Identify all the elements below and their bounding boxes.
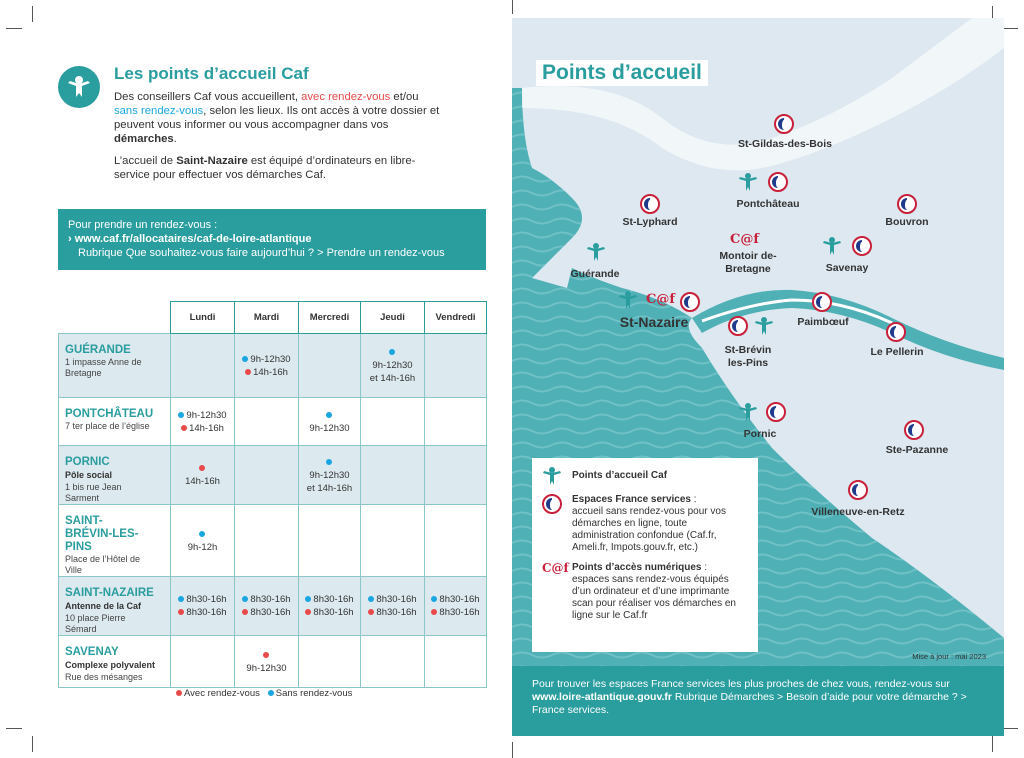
schedule-cell bbox=[299, 505, 361, 577]
schedule-entry bbox=[199, 462, 207, 475]
red-dot bbox=[263, 652, 269, 658]
schedule-cell bbox=[171, 636, 235, 688]
table-row bbox=[59, 505, 487, 577]
schedule-time: 8h30-16h bbox=[439, 594, 480, 605]
table-row bbox=[59, 334, 487, 398]
place-villeneuve: Villeneuve-en-Retz bbox=[811, 506, 905, 518]
schedule-cell bbox=[299, 636, 361, 688]
schedule-cell bbox=[171, 577, 235, 636]
map-page bbox=[512, 18, 1004, 736]
france-services-icon bbox=[904, 420, 924, 440]
location-name: SAINT-NAZAIRE bbox=[65, 587, 154, 599]
caf-person-icon bbox=[738, 172, 758, 192]
schedule-entry bbox=[199, 528, 207, 541]
location-address: Place de l’Hôtel de Ville bbox=[65, 554, 141, 575]
schedule-cell bbox=[425, 398, 487, 446]
red-dot bbox=[176, 690, 182, 696]
france-services-icon bbox=[812, 292, 832, 312]
schedule-entry bbox=[185, 475, 220, 488]
schedule-entry bbox=[431, 593, 479, 606]
crop-mark bbox=[1002, 28, 1018, 29]
location-sub: Complexe polyvalent bbox=[65, 660, 156, 670]
red-dot bbox=[181, 425, 187, 431]
france-services-icon bbox=[766, 402, 786, 422]
schedule-cell bbox=[361, 505, 425, 577]
schedule-time: 8h30-16h bbox=[439, 607, 480, 618]
place-paimboeuf: Paimbœuf bbox=[797, 316, 849, 328]
schedule-time: et 14h-16h bbox=[369, 373, 416, 384]
blue-dot bbox=[326, 412, 332, 418]
legend-red-label: Avec rendez-vous bbox=[184, 688, 260, 699]
place-st-lyphard: St-Lyphard bbox=[622, 216, 678, 228]
location-address: 1 impasse Anne de Bretagne bbox=[65, 357, 142, 378]
schedule-time: 8h30-16h bbox=[250, 607, 291, 618]
location-address: Rue des mésanges bbox=[65, 672, 143, 682]
schedule-cell bbox=[361, 446, 425, 505]
caf-person-icon bbox=[58, 66, 100, 108]
red-dot bbox=[242, 609, 248, 615]
schedule-entry bbox=[326, 409, 334, 422]
legend-fs-title: Espaces France services bbox=[572, 494, 691, 505]
schedule-entry bbox=[370, 372, 415, 385]
caf-person-icon bbox=[542, 466, 562, 486]
legend-blue-label: Sans rendez-vous bbox=[275, 688, 353, 699]
schedule-cell bbox=[235, 636, 299, 688]
schedule-cell bbox=[361, 398, 425, 446]
schedule-entry bbox=[242, 606, 290, 619]
place-bouvron: Bouvron bbox=[885, 216, 929, 228]
schedule-entry bbox=[368, 593, 416, 606]
map-title: Points d’accueil bbox=[536, 60, 708, 86]
location-name: SAVENAY bbox=[65, 646, 119, 658]
caf-at-icon: C@f bbox=[542, 561, 569, 575]
schedule-time: 14h-16h bbox=[189, 422, 224, 434]
caf-person-icon bbox=[738, 402, 758, 422]
bottom-text-a: Pour trouver les espaces France services les plus proches de chez vous, rendez-vous sur bbox=[532, 678, 950, 690]
crop-mark bbox=[1002, 728, 1018, 729]
schedule-cell bbox=[235, 398, 299, 446]
schedule-time: 9h-12h30 bbox=[309, 422, 350, 434]
place-savenay: Savenay bbox=[825, 262, 869, 274]
schedule-time: 8h30-16h bbox=[186, 594, 227, 605]
red-dot bbox=[431, 609, 437, 615]
schedule-entry bbox=[431, 606, 479, 619]
day-header: Mercredi bbox=[299, 302, 361, 334]
caf-person-icon bbox=[618, 290, 638, 310]
france-services-icon bbox=[774, 114, 794, 134]
schedule-cell bbox=[235, 505, 299, 577]
schedule-legend bbox=[176, 688, 352, 699]
schedule-entry bbox=[305, 593, 353, 606]
place-pontchateau: Pontchâteau bbox=[736, 198, 800, 210]
day-header: Vendredi bbox=[425, 302, 487, 334]
location-address: 10 place Pierre Sémard bbox=[65, 613, 126, 634]
schedule-entry bbox=[246, 662, 286, 675]
schedule-cell bbox=[171, 505, 235, 577]
schedule-cell bbox=[299, 334, 361, 398]
schedule-time: 14h-16h bbox=[253, 366, 288, 378]
schedule-time: 8h30-16h bbox=[313, 607, 354, 618]
blue-dot bbox=[268, 690, 274, 696]
caf-person-icon bbox=[754, 316, 774, 336]
caf-person-icon bbox=[822, 236, 842, 256]
location-cell bbox=[59, 398, 171, 446]
schedule-entry bbox=[178, 606, 226, 619]
france-services-box bbox=[512, 666, 1004, 736]
location-name: PORNIC bbox=[65, 456, 110, 468]
schedule-entry bbox=[188, 541, 218, 554]
location-cell bbox=[59, 505, 171, 577]
schedule-time: 8h30-16h bbox=[376, 607, 417, 618]
red-dot bbox=[368, 609, 374, 615]
location-name: SAINT-BRÉVIN-LES-PINS bbox=[65, 515, 139, 553]
schedule-time: 14h-16h bbox=[185, 476, 220, 487]
blue-dot bbox=[178, 412, 184, 418]
red-dot bbox=[199, 465, 205, 471]
location-cell bbox=[59, 446, 171, 505]
france-services-icon bbox=[852, 236, 872, 256]
rendezvous-box bbox=[58, 209, 486, 270]
schedule-time: et 14h-16h bbox=[306, 482, 353, 494]
blue-dot bbox=[389, 349, 395, 355]
schedule-time: 9h-12h30 bbox=[309, 469, 350, 481]
place-pornic: Pornic bbox=[743, 428, 777, 440]
schedule-cell bbox=[425, 577, 487, 636]
caf-at-icon: C@f bbox=[730, 232, 759, 247]
blue-dot bbox=[242, 356, 248, 362]
location-address: 1 bis rue Jean Sarment bbox=[65, 482, 122, 503]
blue-dot bbox=[431, 596, 437, 602]
schedule-time: 8h30-16h bbox=[186, 607, 227, 618]
france-services-icon bbox=[848, 480, 868, 500]
legend-caf: Points d’accueil Caf bbox=[572, 470, 668, 481]
schedule-cell bbox=[299, 446, 361, 505]
table-row bbox=[59, 446, 487, 505]
place-guerande: Guérande bbox=[570, 268, 620, 280]
legend-pan-title: Points d’accès numériques bbox=[572, 562, 702, 573]
schedule-cell bbox=[171, 334, 235, 398]
rdv-intro: Pour prendre un rendez-vous : bbox=[68, 219, 218, 231]
schedule-time: 8h30-16h bbox=[376, 594, 417, 605]
schedule-cell bbox=[299, 398, 361, 446]
schedule-cell bbox=[361, 334, 425, 398]
schedule-entry bbox=[372, 359, 412, 372]
schedule-cell bbox=[235, 446, 299, 505]
table-row bbox=[59, 636, 487, 688]
location-cell bbox=[59, 636, 171, 688]
schedule-entry bbox=[242, 593, 290, 606]
place-montoir: Montoir de-Bretagne bbox=[719, 250, 777, 275]
day-header: Lundi bbox=[171, 302, 235, 334]
location-address: 7 ter place de l’église bbox=[65, 421, 150, 431]
map-legend: Points d’accueil Caf Espaces France services : accueil sans rendez-vous pour vos démarches en ligne, toute administration confondue (Caf.fr, Ameli.fr, Impots.gouv.fr, etc.) C@f Points d’accès numériques : espaces sans rendez-vous équipés d’un ordinateur et d’une imprimante scan pour réaliser vos démarches en ligne sur le Caf.fr bbox=[532, 458, 758, 652]
schedule-cell bbox=[235, 577, 299, 636]
schedule-time: 9h-12h30 bbox=[250, 353, 291, 365]
schedule-entry bbox=[305, 606, 353, 619]
schedule-entry bbox=[263, 649, 271, 662]
rdv-rubrique: Rubrique Que souhaitez-vous faire aujourd’hui ? > Prendre un rendez-vous bbox=[78, 247, 445, 259]
france-services-icon bbox=[897, 194, 917, 214]
schedule-entry bbox=[389, 346, 397, 359]
place-st-nazaire: St-Nazaire bbox=[619, 314, 689, 330]
place-le-pellerin: Le Pellerin bbox=[870, 346, 924, 358]
france-services-icon bbox=[680, 292, 700, 312]
place-st-gildas: St-Gildas-des-Bois bbox=[738, 138, 832, 150]
caf-link[interactable]: › www.caf.fr/allocataires/caf-de-loire-atlantique bbox=[68, 233, 312, 245]
schedule-cell bbox=[299, 577, 361, 636]
schedule-time: 8h30-16h bbox=[313, 594, 354, 605]
schedule-entry bbox=[307, 482, 352, 495]
table-row bbox=[59, 577, 487, 636]
intro-text: Des conseillers Caf vous accueillent, avec rendez-vous et/ou sans rendez-vous, selon les lieux. Ils ont accès à votre dossier et peuvent vous informer ou vous accompagner dans vos démarches. L’accueil de Saint-Nazaire est équipé d’ordinateurs en libre-service pour effectuer vos démarches Caf. bbox=[114, 91, 440, 181]
blue-dot bbox=[368, 596, 374, 602]
blue-dot bbox=[178, 596, 184, 602]
schedule-time: 9h-12h30 bbox=[186, 409, 227, 421]
blue-dot bbox=[326, 459, 332, 465]
caf-person-icon bbox=[586, 242, 606, 262]
bottom-text-b: Rubrique Démarches > Besoin d’aide pour votre démarche ? > France services. bbox=[532, 691, 967, 716]
schedule-entry bbox=[309, 422, 349, 435]
table-row bbox=[59, 398, 487, 446]
crop-mark bbox=[992, 736, 993, 752]
blue-dot bbox=[305, 596, 311, 602]
blue-dot bbox=[199, 531, 205, 537]
france-services-icon bbox=[886, 322, 906, 342]
location-sub: Pôle social bbox=[65, 470, 113, 480]
schedule-entry bbox=[326, 456, 334, 469]
schedule-entry bbox=[245, 366, 288, 379]
location-sub: Antenne de la Caf bbox=[65, 601, 142, 611]
legend-pan-text: espaces sans rendez-vous équipés d’un ordinateur et d’une imprimante scan pour réaliser vos démarches en ligne sur le Caf.fr bbox=[572, 574, 736, 621]
location-name: GUÉRANDE bbox=[65, 344, 131, 356]
schedule-time: 8h30-16h bbox=[250, 594, 291, 605]
red-dot bbox=[245, 369, 251, 375]
schedule-cell bbox=[361, 636, 425, 688]
schedule-time: 9h-12h30 bbox=[372, 360, 413, 371]
red-dot bbox=[305, 609, 311, 615]
schedule-table bbox=[58, 301, 487, 688]
schedule-entry bbox=[242, 353, 290, 366]
france-services-icon bbox=[728, 316, 748, 336]
place-ste-pazanne: Ste-Pazanne bbox=[885, 444, 949, 456]
caf-at-icon: C@f bbox=[646, 292, 675, 307]
schedule-cell bbox=[361, 577, 425, 636]
location-cell bbox=[59, 577, 171, 636]
schedule-entry bbox=[181, 422, 224, 435]
schedule-cell bbox=[425, 505, 487, 577]
schedule-cell bbox=[425, 446, 487, 505]
day-header: Mardi bbox=[235, 302, 299, 334]
france-services-icon bbox=[768, 172, 788, 192]
location-name: PONTCHÂTEAU bbox=[65, 408, 154, 420]
legend-fs-text: accueil sans rendez-vous pour vos démarches en ligne, toute administration confondue (Caf.fr, Ameli.fr, Impots.gouv.fr, etc.) bbox=[572, 506, 726, 553]
schedule-cell bbox=[171, 446, 235, 505]
loire-atlantique-link[interactable]: www.loire-atlantique.gouv.fr bbox=[532, 691, 673, 703]
red-dot bbox=[178, 609, 184, 615]
place-st-brevin: St-Brévin les-Pins bbox=[724, 344, 772, 369]
day-header: Jeudi bbox=[361, 302, 425, 334]
france-services-icon bbox=[542, 494, 562, 514]
crop-mark bbox=[512, 0, 513, 14]
location-cell bbox=[59, 334, 171, 398]
schedule-time: 9h-12h30 bbox=[246, 662, 287, 674]
schedule-cell bbox=[425, 334, 487, 398]
schedule-cell bbox=[235, 334, 299, 398]
update-date: Mise à jour : mai 2023 bbox=[912, 652, 986, 661]
france-services-icon bbox=[640, 194, 660, 214]
schedule-entry bbox=[368, 606, 416, 619]
blue-dot bbox=[242, 596, 248, 602]
page-title: Les points d’accueil Caf bbox=[114, 64, 309, 83]
crop-mark bbox=[512, 742, 513, 758]
schedule-entry bbox=[309, 469, 349, 482]
schedule-cell bbox=[425, 636, 487, 688]
schedule-cell bbox=[171, 398, 235, 446]
schedule-entry bbox=[178, 409, 226, 422]
schedule-time: 9h-12h bbox=[187, 541, 218, 553]
schedule-entry bbox=[178, 593, 226, 606]
